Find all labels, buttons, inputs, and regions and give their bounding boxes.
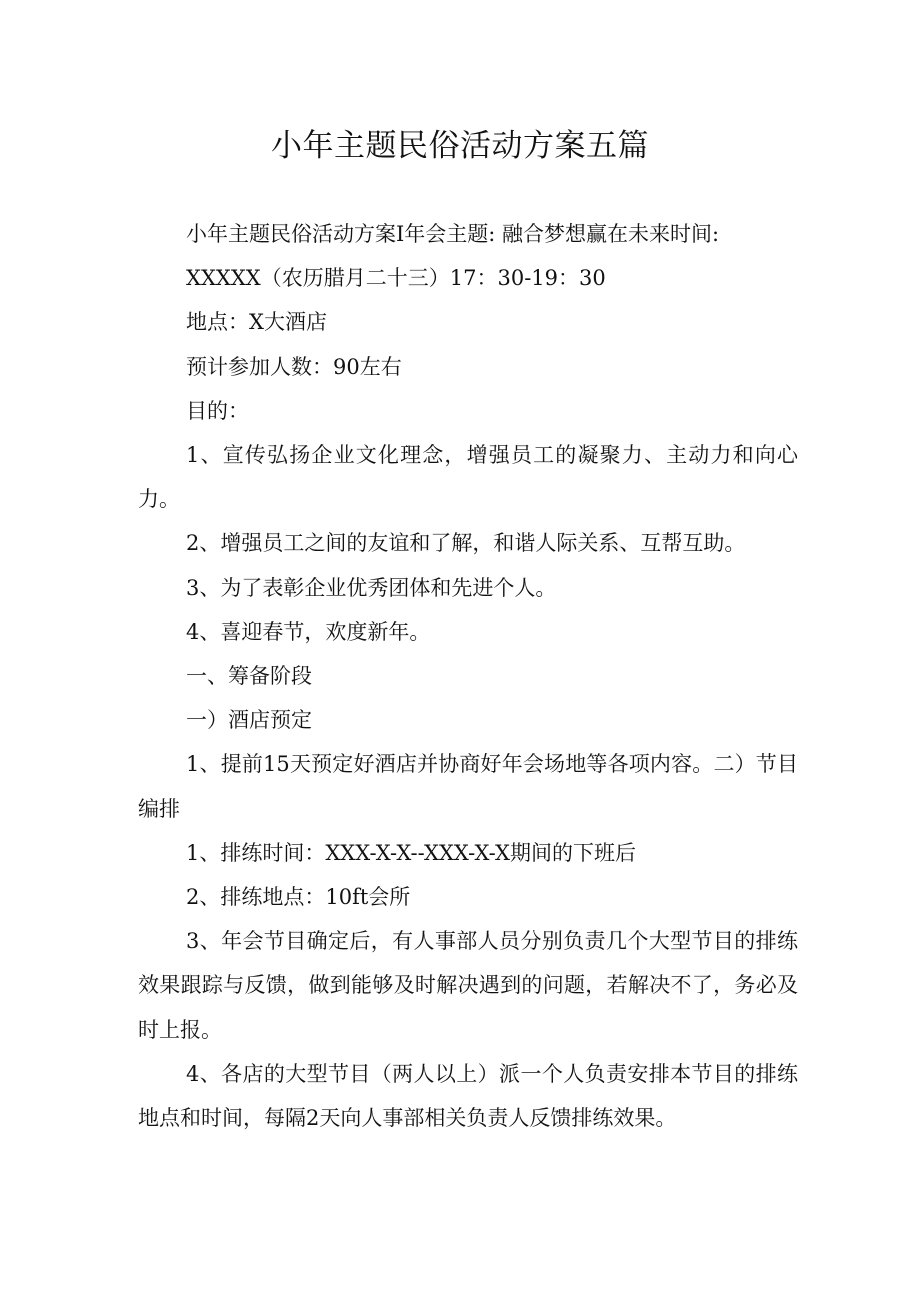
paragraph: 4、各店的大型节目（两人以上）派一个人负责安排本节目的排练地点和时间，每隔2天向人事部相关负责人反馈排练效果。 <box>138 1061 798 1131</box>
paragraph: 2、增强员工之间的友谊和了解，和谐人际关系、互帮互助。 <box>186 531 746 556</box>
paragraph: 1、排练时间：XXX-X-X--XXX-X-X期间的下班后 <box>186 840 636 865</box>
document-body <box>138 212 798 1140</box>
paragraph: 3、年会节目确定后，有人事部人员分别负责几个大型节目的排练效果跟踪与反馈，做到能够及时解决遇到的问题，若解决不了，务必及时上报。 <box>138 929 798 1042</box>
paragraph: 小年主题民俗活动方案Ⅰ年会主题: 融合梦想赢在未来时间: <box>186 222 720 246</box>
paragraph: 4、喜迎春节，欢度新年。 <box>186 619 431 644</box>
paragraph: 一）酒店预定 <box>186 708 312 733</box>
paragraph: 预计参加人数：90左右 <box>186 354 402 379</box>
paragraph: 3、为了表彰企业优秀团体和先进个人。 <box>186 575 557 600</box>
paragraph: 一、筹备阶段 <box>186 664 312 689</box>
paragraph: 2、排练地点：10ft会所 <box>186 885 411 910</box>
paragraph: 1、宣传弘扬企业文化理念，增强员工的凝聚力、主动力和向心力。 <box>138 443 798 512</box>
paragraph: 1、提前15天预定好酒店并协商好年会场地等各项内容。二）节目编排 <box>138 752 798 821</box>
paragraph: 地点：X大酒店 <box>186 310 327 335</box>
document-title: 小年主题民俗活动方案五篇 <box>271 128 649 164</box>
paragraph: 目的： <box>186 398 249 423</box>
paragraph: XXXXX（农历腊月二十三）17：30-19：30 <box>186 266 606 291</box>
